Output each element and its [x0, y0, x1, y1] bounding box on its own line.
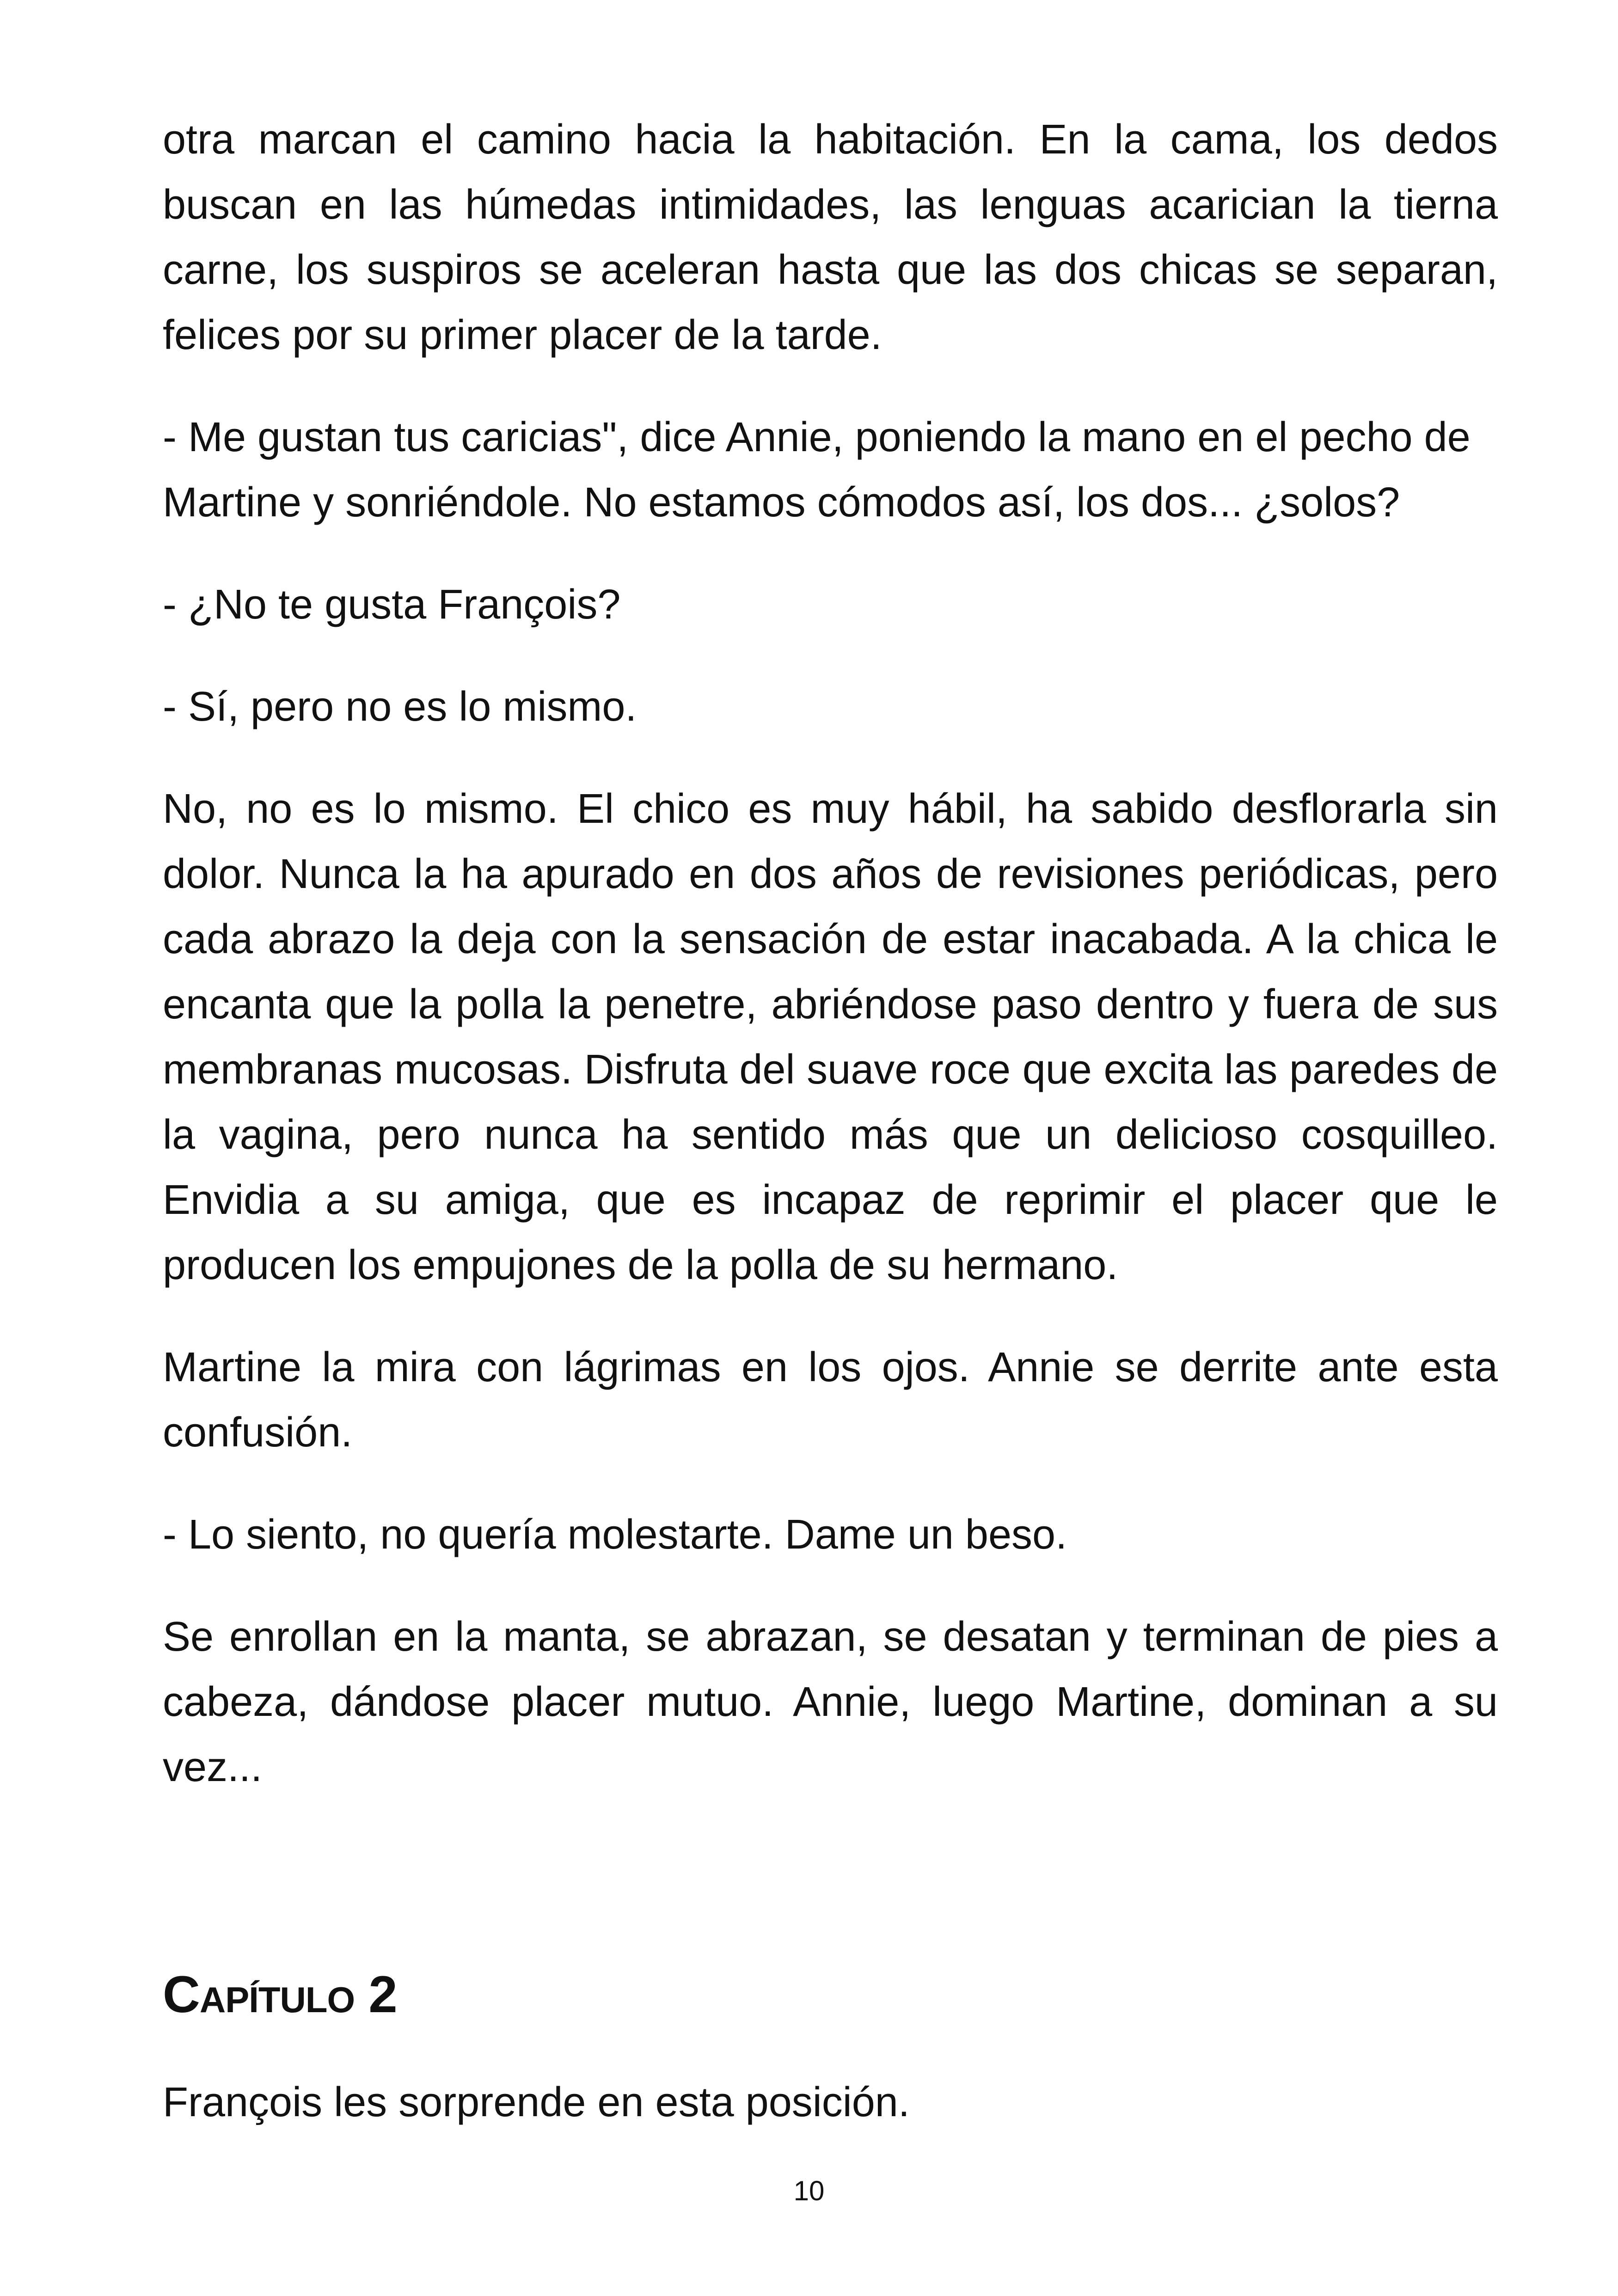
paragraph-2: - Me gustan tus caricias", dice Annie, poniendo la mano en el pecho de Martine y sonriéndole. No estamos cómodos así, los dos... ¿solos? [163, 414, 1471, 526]
page-number: 10 [793, 2175, 825, 2206]
paragraph-3: - ¿No te gusta François? [163, 582, 621, 628]
paragraph-4: - Sí, pero no es lo mismo. [163, 684, 637, 730]
paragraph-5: No, no es lo mismo. El chico es muy hábil, ha sabido desflorarla sin dolor. Nunca la ha apurado en dos años de revisiones periódicas, pero cada abrazo la deja con la sensación de estar inacabada. A la chica le encanta que la polla la penetre, abriéndose paso dentro y fuera de sus membranas mucosas. Disfruta del suave roce que excita las paredes de la vagina, pero nunca ha sentido más que un delicioso cosquilleo. Envidia a su amiga, que es incapaz de reprimir el placer que le producen los empujones de la polla de su hermano. [163, 786, 1498, 1288]
chapter-first-paragraph: François les sorprende en esta posición. [163, 2079, 910, 2125]
paragraph-6: Martine la mira con lágrimas en los ojos. Annie se derrite ante esta confusión. [163, 1344, 1498, 1456]
document-body [163, 107, 1498, 1837]
paragraph-1: otra marcan el camino hacia la habitación. En la cama, los dedos buscan en las húmedas intimidades, las lenguas acarician la tierna carne, los suspiros se aceleran hasta que las dos chicas se separan, felices por su primer placer de la tarde. [163, 116, 1498, 358]
chapter-heading: Capítulo 2 [163, 1965, 397, 2023]
paragraph-7: - Lo siento, no quería molestarte. Dame un beso. [163, 1512, 1067, 1558]
paragraph-8: Se enrollan en la manta, se abrazan, se desatan y terminan de pies a cabeza, dándose placer mutuo. Annie, luego Martine, dominan a su vez... [163, 1614, 1498, 1790]
